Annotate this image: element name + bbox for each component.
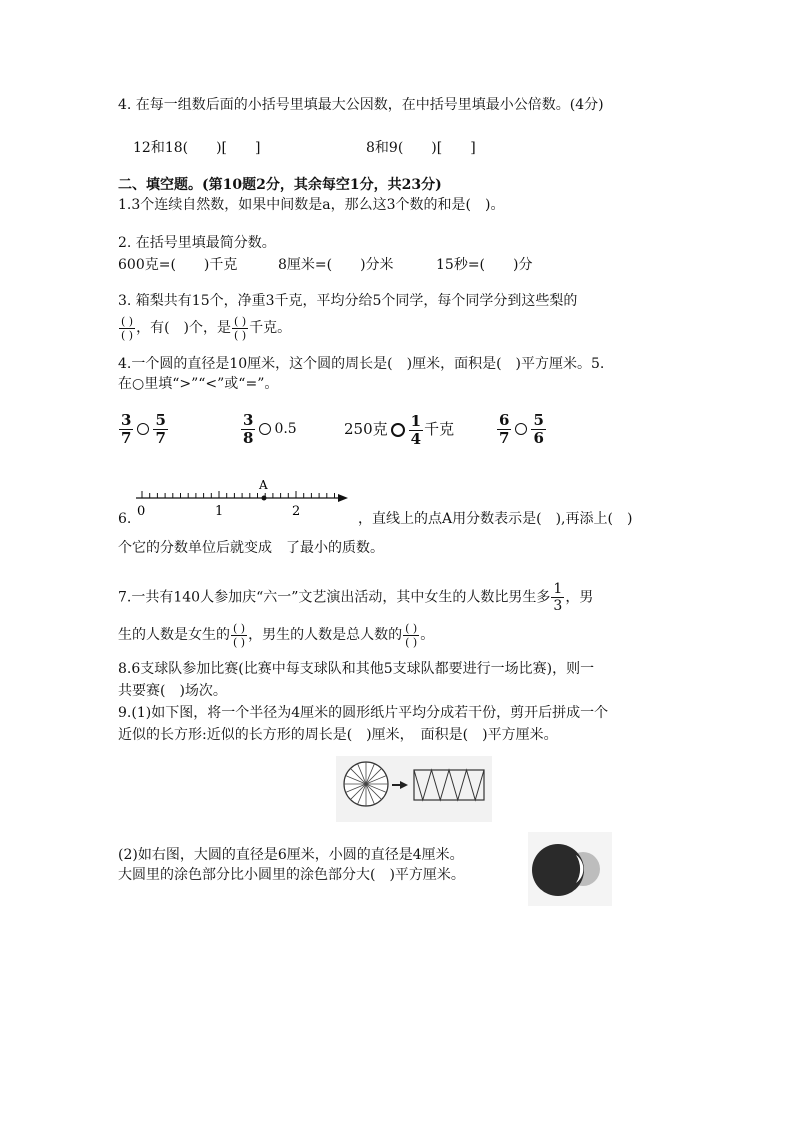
problem-6-number: 6. bbox=[118, 511, 132, 527]
compare-3: 250克 $\frac{1}{4}$ 千克 bbox=[344, 411, 455, 448]
problem-2-text: 2. 在括号里填最简分数。 bbox=[118, 235, 276, 251]
problem-6-text2: 个它的分数单位后就变成 了最小的质数。 bbox=[118, 540, 384, 556]
tick-label-2: 2 bbox=[292, 504, 301, 519]
problem-3-line1: 3. 箱梨共有15个，净重3千克，平均分给5个同学，每个同学分到这些梨的 bbox=[118, 293, 578, 309]
compare-2: $\frac{3}{8}$ 0.5 bbox=[243, 410, 297, 447]
problem-2-a: 600克=( )千克 bbox=[118, 257, 238, 273]
problem-7-line2: 生的人数是女生的 $\frac{( )}{( )}$ ，男生的人数是总人数的 $\frac{( )}{( )}$ 。 bbox=[118, 621, 435, 649]
point-a-dot bbox=[262, 496, 267, 501]
problem-4-line2: 在○里填“>”“<”或“=”。 bbox=[118, 376, 279, 392]
compare-circle[interactable] bbox=[137, 423, 149, 435]
problem-3-line2: $\frac{( )}{( )}$ ，有( )个，是 $\frac{( )}{( )}$ 千克。 bbox=[121, 314, 292, 342]
overlapping-circles-figure bbox=[528, 832, 612, 906]
problem-4-line1: 4.一个圆的直径是10厘米，这个圆的周长是( )厘米，面积是( )平方厘米。5. bbox=[118, 356, 605, 372]
tick-label-0: 0 bbox=[137, 504, 146, 519]
compare-4: $\frac{6}{7}$ $\frac{5}{6}$ bbox=[499, 410, 544, 447]
problem-1: 1.3个连续自然数，如果中间数是a，那么这3个数的和是( )。 bbox=[118, 197, 505, 213]
problem-8-line2: 共要赛( )场次。 bbox=[118, 683, 227, 699]
problem-9-line2: 近似的长方形:近似的长方形的周长是( )厘米， 面积是( )平方厘米。 bbox=[118, 727, 558, 743]
blank-fraction: $\frac{( )}{( )}$ bbox=[121, 314, 134, 342]
problem-2-b: 8厘米=( )分米 bbox=[278, 257, 394, 273]
problem-7-line1: 7.一共有140人参加庆“六一”文艺演出活动，其中女生的人数比男生多 $\frac{1}{3}$ ，男 bbox=[118, 581, 594, 614]
point-a-label: A bbox=[259, 478, 268, 492]
q4-text: 4. 在每一组数后面的小括号里填最大公因数，在中括号里填最小公倍数。(4分) bbox=[118, 97, 604, 113]
problem-9-2-line2: 大圆里的涂色部分比小圆里的涂色部分大( )平方厘米。 bbox=[118, 867, 465, 883]
tick-label-1: 1 bbox=[215, 504, 224, 519]
problem-9-2-line1: (2)如右图，大圆的直径是6厘米，小圆的直径是4厘米。 bbox=[118, 847, 464, 863]
number-line bbox=[130, 476, 354, 520]
large-circle bbox=[532, 844, 584, 896]
q4-pair-12-18: 12和18( )[ ] bbox=[133, 140, 261, 156]
circle-to-rectangle-figure bbox=[336, 756, 492, 822]
compare-circle[interactable] bbox=[259, 423, 271, 435]
compare-1: $\frac{3}{7}$ $\frac{5}{7}$ bbox=[121, 410, 166, 447]
problem-8-line1: 8.6支球队参加比赛(比赛中每支球队和其他5支球队都要进行一场比赛)，则一 bbox=[118, 661, 595, 677]
compare-circle[interactable] bbox=[515, 423, 527, 435]
blank-fraction: $\frac{( )}{( )}$ bbox=[234, 314, 247, 342]
problem-9-line1: 9.(1)如下图，将一个半径为4厘米的圆形纸片平均分成若干份，剪开后拼成一个 bbox=[118, 705, 609, 721]
problem-6-text1: ，直线上的点A用分数表示是( ),再添上( ) bbox=[358, 511, 633, 527]
q4-pair-8-9: 8和9( )[ ] bbox=[366, 140, 476, 156]
problem-2-c: 15秒=( )分 bbox=[436, 257, 533, 273]
number-line-arrow bbox=[338, 494, 348, 502]
section-heading: 二、填空题。(第10题2分，其余每空1分，共23分) bbox=[118, 177, 442, 193]
compare-circle[interactable] bbox=[391, 423, 405, 437]
